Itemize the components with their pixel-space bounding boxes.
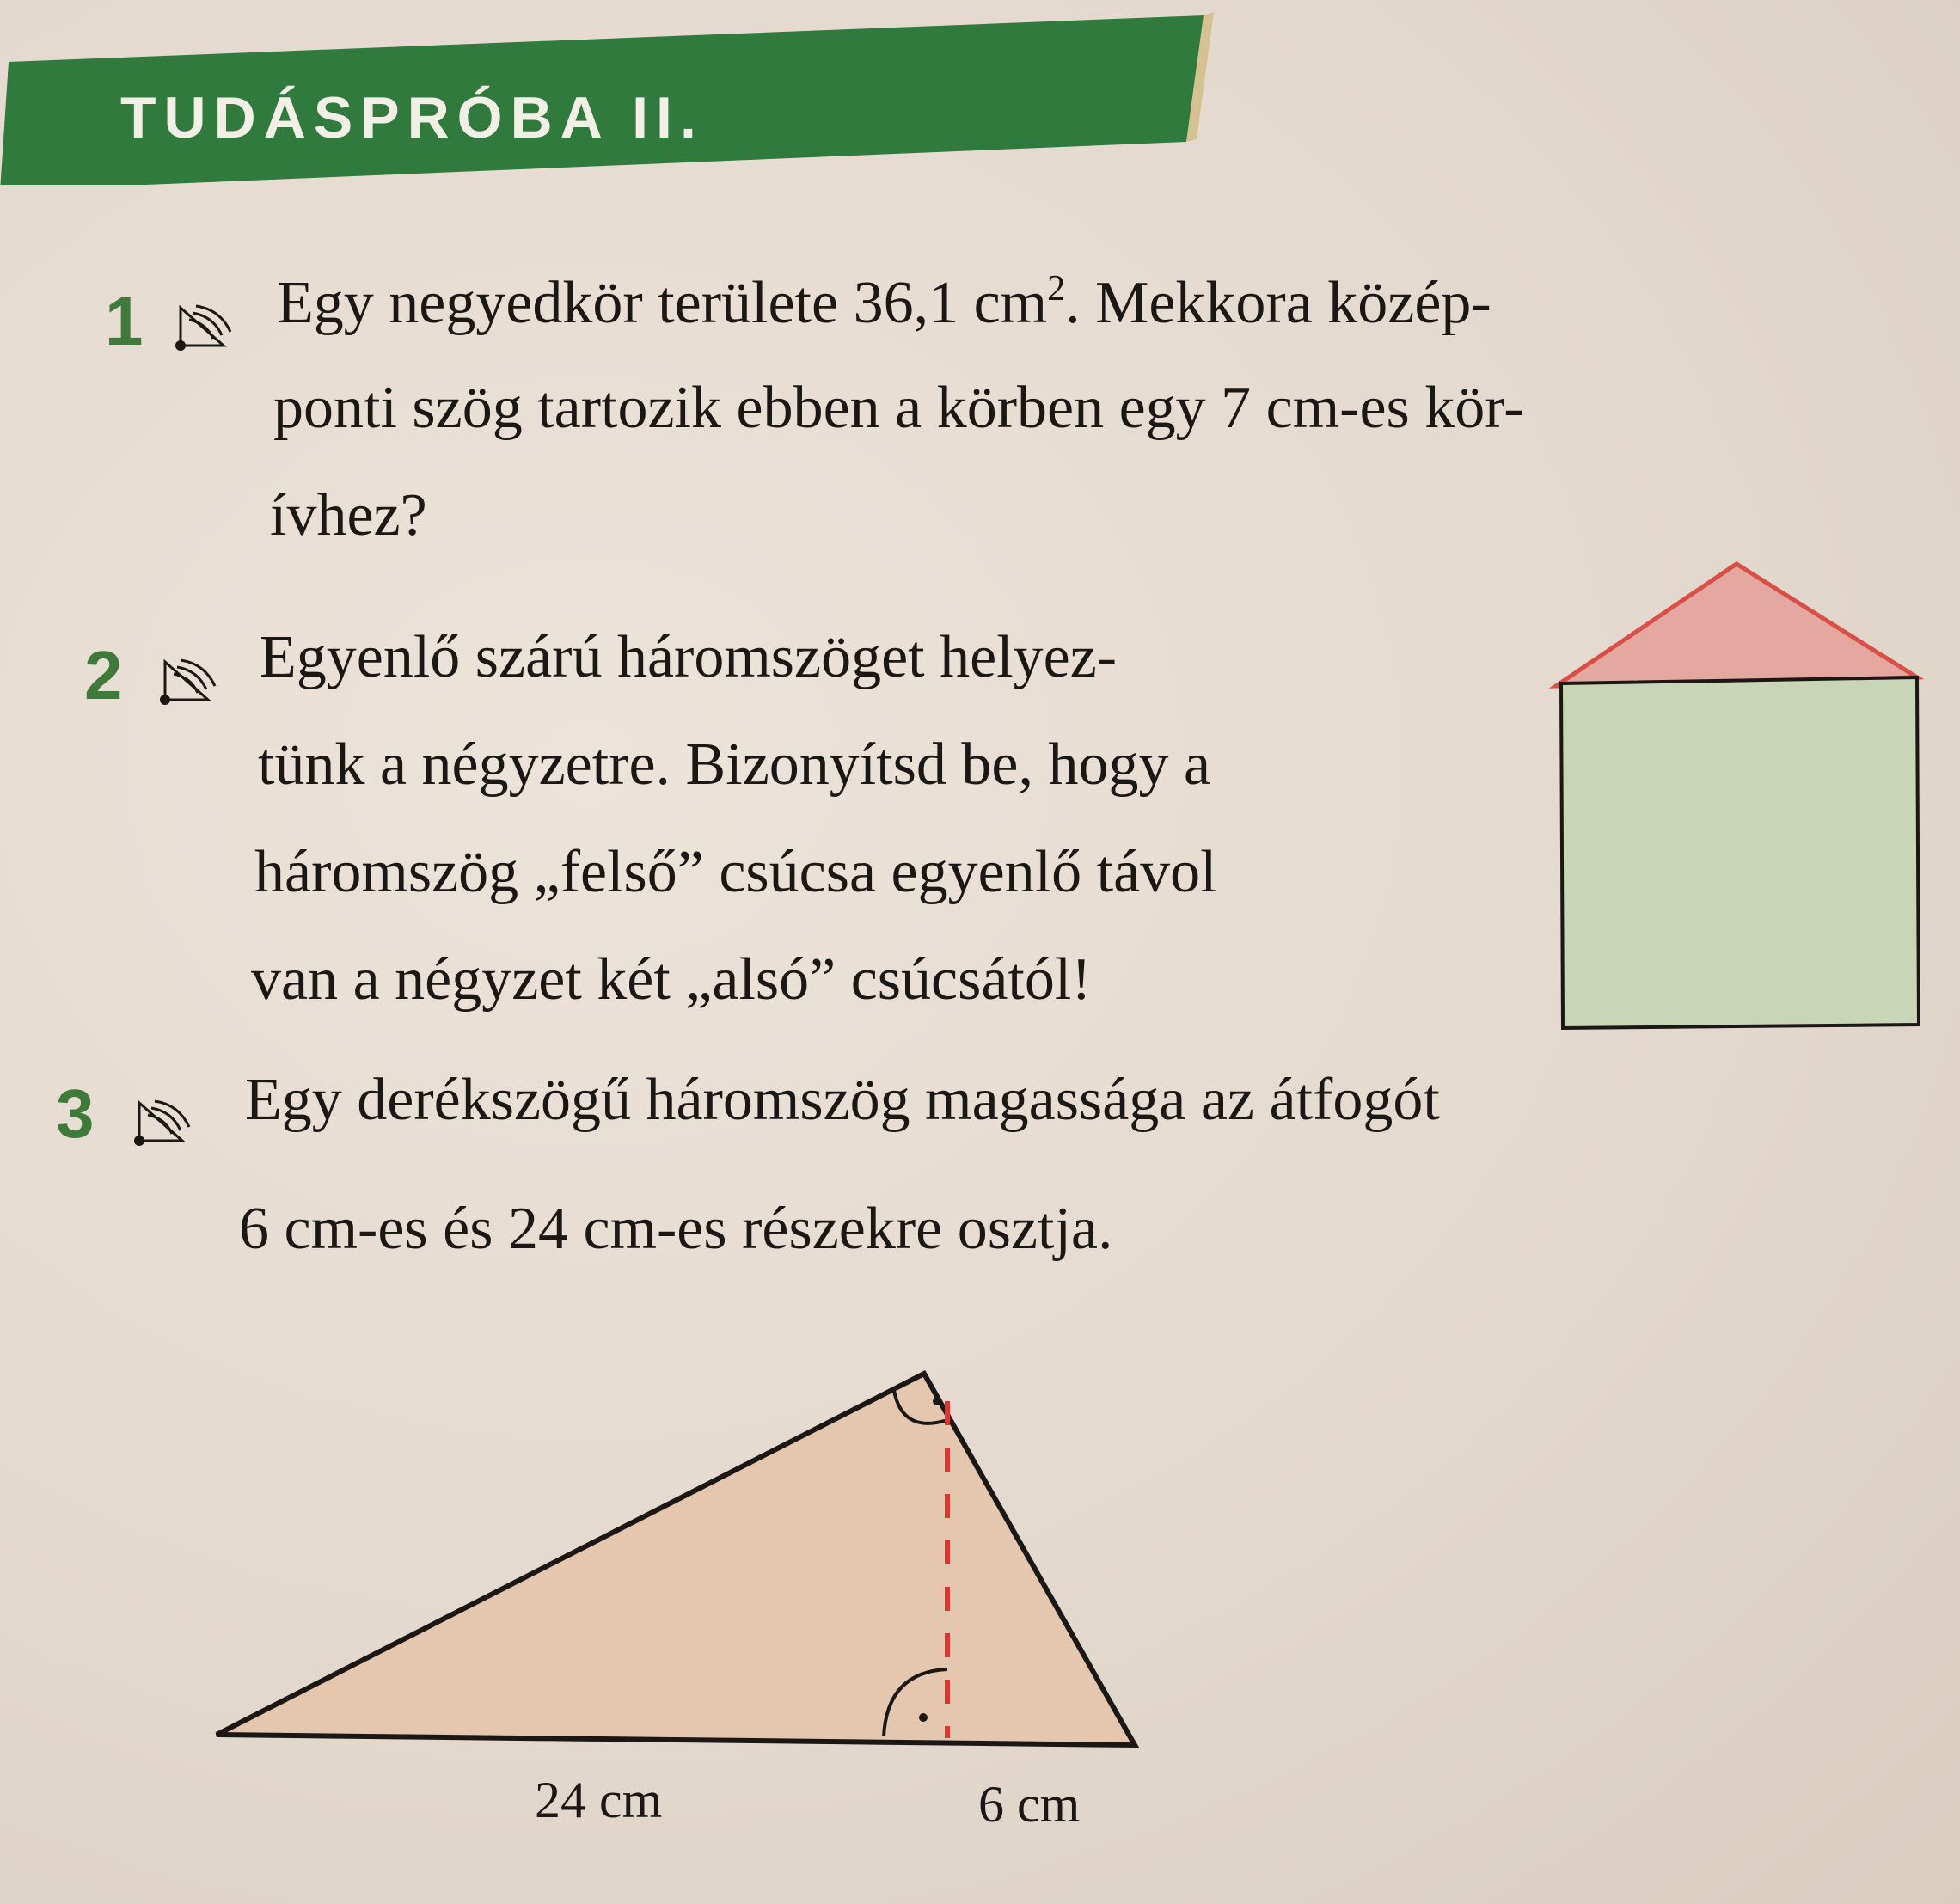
audio-icon[interactable]	[172, 301, 234, 354]
problem-number: 1	[105, 283, 144, 359]
house-figure	[1547, 550, 1926, 1032]
right-triangle-figure	[206, 1358, 1152, 1771]
apex-right-angle-dot	[933, 1397, 941, 1405]
audio-icon[interactable]	[156, 655, 218, 708]
problem-2-line-2: tünk a négyzetre. Bizonyítsd be, hogy a	[258, 732, 1211, 798]
isosceles-triangle	[1556, 564, 1917, 686]
problem-3-line-1: Egy derékszögű háromszög magassága az átfogót	[245, 1067, 1440, 1133]
problem-2-line-4: van a négyzet két „alsó” csúcsától!	[251, 946, 1092, 1013]
audio-icon[interactable]	[131, 1096, 193, 1149]
segment-24cm-label: 24 cm	[535, 1772, 663, 1828]
problem-2-line-3: háromszög „felső” csúcsa egyenlő távol	[254, 839, 1217, 905]
problem-number: 3	[56, 1075, 95, 1152]
problem-3-line-2: 6 cm-es és 24 cm-es részekre osztja.	[239, 1196, 1113, 1262]
segment-6cm-label: 6 cm	[978, 1776, 1081, 1833]
foot-right-angle-dot	[919, 1713, 928, 1722]
page-title: TUDÁSPRÓBA II.	[120, 85, 704, 150]
problem-1-line-1: Egy negyedkör területe 36,1 $cm^2$. Mekkora közép-	[277, 269, 1491, 336]
problem-1-line-3: ívhez?	[270, 482, 427, 548]
problem-1-line-2: ponti szög tartozik ebben a körben egy 7 cm-es kör-	[273, 375, 1524, 441]
right-triangle	[217, 1374, 1135, 1745]
problem-number: 2	[84, 637, 123, 713]
square	[1561, 677, 1919, 1028]
problem-2-line-1: Egyenlő szárú háromszöget helyez-	[260, 624, 1118, 690]
header-banner	[0, 9, 1221, 185]
